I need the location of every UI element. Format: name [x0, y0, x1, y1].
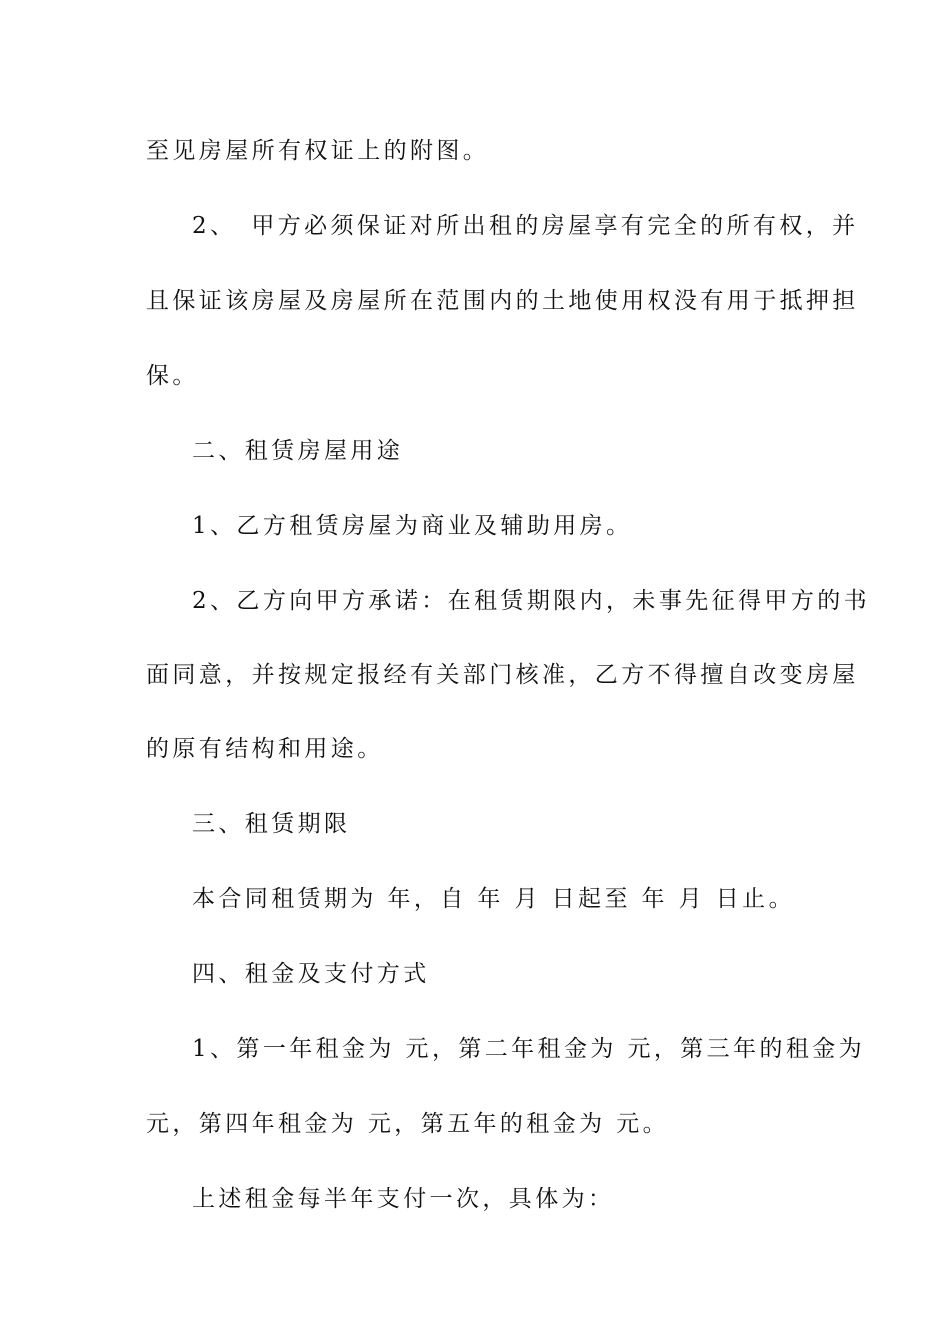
- paragraph-line: 的原有结构和用途。: [146, 736, 384, 762]
- paragraph-line: 面同意，并按规定报经有关部门核准，乙方不得擅自改变房屋: [146, 662, 859, 688]
- paragraph-line: 元，第四年租金为 元，第五年的租金为 元。: [146, 1111, 670, 1137]
- paragraph-line: 保。: [146, 363, 199, 389]
- paragraph-line: 本合同租赁期为 年，自 年 月 日起至 年 月 日止。: [192, 886, 795, 912]
- paragraph-line: 且保证该房屋及房屋所在范围内的土地使用权没有用于抵押担: [146, 288, 859, 314]
- section-heading: 四、租金及支付方式: [192, 961, 430, 987]
- paragraph-line: 1、乙方租赁房屋为商业及辅助用房。: [192, 513, 633, 539]
- paragraph-line: 1、第一年租金为 元，第二年租金为 元，第三年的租金为: [192, 1036, 866, 1062]
- paragraph-line: 2、乙方向甲方承诺：在租赁期限内，未事先征得甲方的书: [192, 588, 871, 614]
- section-heading: 三、租赁期限: [192, 811, 351, 837]
- paragraph-line: 上述租金每半年支付一次，具体为：: [192, 1186, 615, 1212]
- paragraph-line: 2、 甲方必须保证对所出租的房屋享有完全的所有权，并: [192, 213, 859, 239]
- paragraph-line: 至见房屋所有权证上的附图。: [146, 138, 490, 164]
- section-heading: 二、租赁房屋用途: [192, 438, 404, 464]
